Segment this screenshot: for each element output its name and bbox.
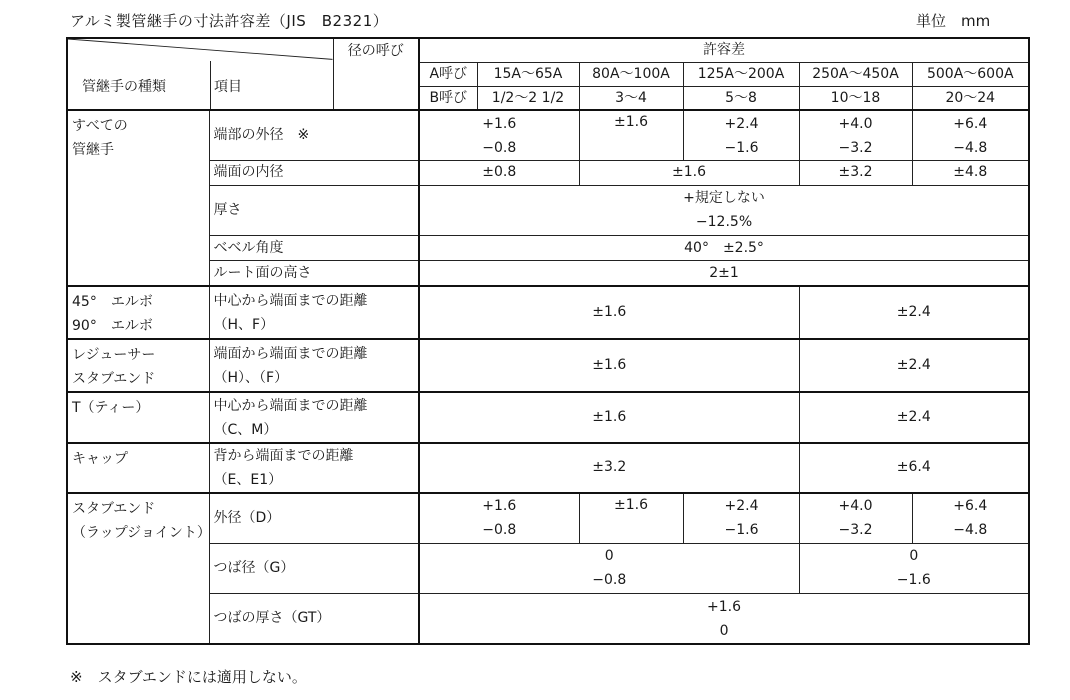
value-cell: ±1.6	[579, 493, 683, 543]
value-cell: ±1.6	[579, 110, 683, 160]
value-cell: ±6.4	[799, 443, 1029, 493]
value-cell: ±2.4	[799, 339, 1029, 392]
value-cell: ±2.4	[799, 286, 1029, 339]
value-cell: 40° ±2.5°	[419, 236, 1029, 261]
header-item: 項目	[214, 79, 242, 95]
item-back-to-end: 背から端面までの距離 （E、E1）	[209, 443, 419, 493]
a-label: A呼び	[419, 62, 477, 86]
value-cell: +4.0 −3.2	[799, 110, 912, 160]
b-size-3: 5～8	[683, 86, 799, 110]
unit-label: 単位 mm	[916, 12, 991, 30]
value-cell: 0 −0.8	[419, 543, 799, 593]
value-cell: +4.0 −3.2	[799, 493, 912, 543]
b-size-4: 10～18	[799, 86, 912, 110]
type-reducer: レジューサー スタブエンド	[67, 339, 209, 392]
value-cell: +2.4 −1.6	[683, 493, 799, 543]
value-cell: ±3.2	[799, 160, 912, 185]
type-tee: T（ティー）	[67, 392, 209, 442]
type-stub-end: スタブエンド （ラップジョイント）	[67, 493, 209, 644]
value-cell: +1.6 0	[419, 594, 1029, 644]
value-cell: ±3.2	[419, 443, 799, 493]
value-cell: +1.6 −0.8	[419, 110, 579, 160]
header-diagonal-cell	[67, 38, 333, 110]
b-label: B呼び	[419, 86, 477, 110]
b-size-5: 20～24	[912, 86, 1029, 110]
item-end-to-end: 端面から端面までの距離 （H）、（F）	[209, 339, 419, 392]
type-cap: キャップ	[67, 443, 209, 493]
item-flange-thickness: つばの厚さ（GT）	[209, 594, 419, 644]
a-size-3: 125A～200A	[683, 62, 799, 86]
value-cell: +6.4 −4.8	[912, 493, 1029, 543]
item-end-outer-diameter: 端部の外径 ※	[209, 110, 419, 160]
item-outer-diameter-d: 外径（D）	[209, 493, 419, 543]
value-cell: +1.6 −0.8	[419, 493, 579, 543]
value-cell: ±1.6	[419, 286, 799, 339]
item-flange-diameter: つば径（G）	[209, 543, 419, 593]
footnote: ※ スタブエンドには適用しない。	[70, 668, 307, 686]
value-cell: 2±1	[419, 261, 1029, 286]
item-bevel-angle: ベベル角度	[209, 236, 419, 261]
value-cell: +規定しない −12.5%	[419, 185, 1029, 235]
header-nominal: 径の呼び	[333, 38, 419, 110]
a-size-2: 80A～100A	[579, 62, 683, 86]
value-cell: +6.4 −4.8	[912, 110, 1029, 160]
item-center-to-end: 中心から端面までの距離 （H、F）	[209, 286, 419, 339]
value-cell: ±2.4	[799, 392, 1029, 442]
item-center-to-end: 中心から端面までの距離 （C、M）	[209, 392, 419, 442]
value-cell: 0 −1.6	[799, 543, 1029, 593]
b-size-1: 1/2～2 1/2	[477, 86, 579, 110]
value-cell: ±1.6	[579, 160, 799, 185]
a-size-1: 15A～65A	[477, 62, 579, 86]
item-root-face-height: ルート面の高さ	[209, 261, 419, 286]
item-thickness: 厚さ	[209, 185, 419, 235]
value-cell: +2.4 −1.6	[683, 110, 799, 160]
tolerance-table	[66, 37, 1030, 645]
value-cell: ±1.6	[419, 339, 799, 392]
page-title: アルミ製管継手の寸法許容差（JIS B2321）	[70, 12, 389, 30]
a-size-4: 250A～450A	[799, 62, 912, 86]
type-elbow: 45° エルボ 90° エルボ	[67, 286, 209, 339]
header-tolerance: 許容差	[419, 38, 1029, 62]
header-type: 管継手の種類	[82, 79, 166, 95]
item-end-inner-diameter: 端面の内径	[209, 160, 419, 185]
value-cell: ±4.8	[912, 160, 1029, 185]
b-size-2: 3～4	[579, 86, 683, 110]
value-cell: ±0.8	[419, 160, 579, 185]
diagonal-line	[68, 39, 333, 109]
type-all-fittings: すべての 管継手	[67, 110, 209, 285]
a-size-5: 500A～600A	[912, 62, 1029, 86]
value-cell: ±1.6	[419, 392, 799, 442]
